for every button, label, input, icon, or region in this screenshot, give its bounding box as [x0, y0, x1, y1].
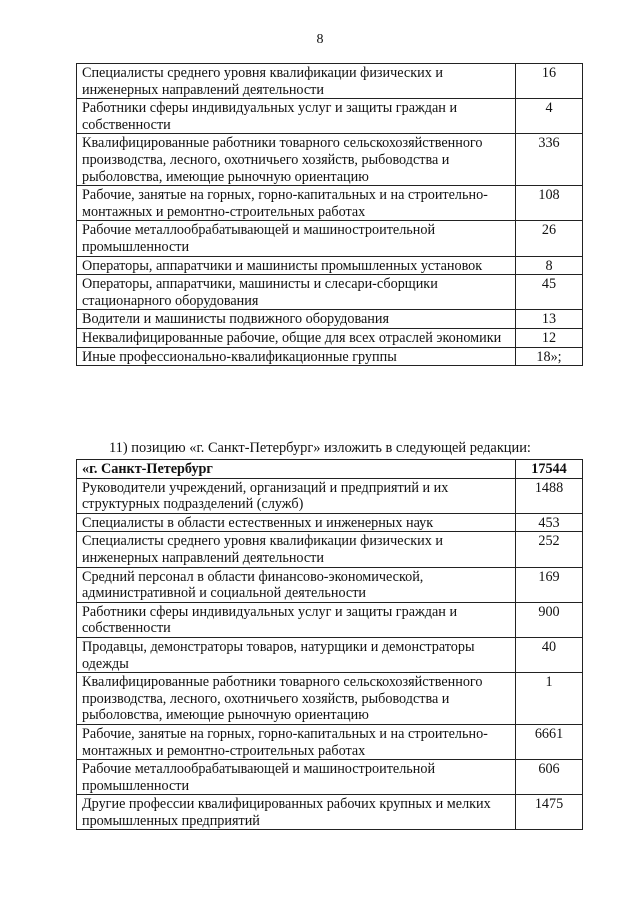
occupation-table-previous	[76, 63, 583, 366]
occupation-count: 1488	[516, 478, 583, 513]
occupation-name: Работники сферы индивидуальных услуг и защиты граждан и собственности	[77, 602, 516, 637]
table-header-row	[77, 460, 583, 479]
occupation-count: 900	[516, 602, 583, 637]
occupation-name: Квалифицированные работники товарного сельскохозяйственного производства, лесного, охотничьего хозяйств, рыбоводства и рыболовства, имеющие рыночную ориентацию	[77, 673, 516, 725]
page-number: 8	[316, 32, 324, 47]
table-row	[77, 478, 583, 513]
table-row	[77, 795, 583, 830]
occupation-name: Средний персонал в области финансово-экономической, административной и социальной деятельности	[77, 567, 516, 602]
occupation-name: Работники сферы индивидуальных услуг и защиты граждан и собственности	[77, 99, 516, 134]
table-row	[77, 328, 583, 347]
occupation-count: 169	[516, 567, 583, 602]
occupation-name: Продавцы, демонстраторы товаров, натурщики и демонстраторы одежды	[77, 637, 516, 672]
table-row	[77, 347, 583, 366]
occupation-name: Водители и машинисты подвижного оборудования	[77, 310, 516, 329]
table-row	[77, 513, 583, 532]
occupation-name: Рабочие металлообрабатывающей и машиностроительной промышленности	[77, 760, 516, 795]
occupation-count: 40	[516, 637, 583, 672]
table-row	[77, 673, 583, 725]
occupation-name: Операторы, аппаратчики, машинисты и слесари-сборщики стационарного оборудования	[77, 275, 516, 310]
occupation-name: Операторы, аппаратчики и машинисты промышленных установок	[77, 256, 516, 275]
table-row	[77, 532, 583, 567]
table-row	[77, 275, 583, 310]
occupation-name: Рабочие, занятые на горных, горно-капитальных и на строительно-монтажных и ремонтно-строительных работах	[77, 724, 516, 759]
region-name: «г. Санкт-Петербург	[77, 460, 516, 479]
occupation-count: 12	[516, 328, 583, 347]
occupation-name: Специалисты среднего уровня квалификации физических и инженерных направлений деятельности	[77, 532, 516, 567]
table-row	[77, 221, 583, 256]
occupation-name: Иные профессионально-квалификационные группы	[77, 347, 516, 366]
occupation-count: 6661	[516, 724, 583, 759]
occupation-count: 16	[516, 64, 583, 99]
occupation-name: Другие профессии квалифицированных рабочих крупных и мелких промышленных предприятий	[77, 795, 516, 830]
occupation-count: 336	[516, 134, 583, 186]
table-row	[77, 567, 583, 602]
occupation-count: 606	[516, 760, 583, 795]
table-row	[77, 64, 583, 99]
table-row	[77, 760, 583, 795]
occupation-name: Руководители учреждений, организаций и предприятий и их структурных подразделений (служб)	[77, 478, 516, 513]
occupation-count: 108	[516, 186, 583, 221]
occupation-count: 252	[516, 532, 583, 567]
occupation-name: Неквалифицированные рабочие, общие для всех отраслей экономики	[77, 328, 516, 347]
occupation-count: 26	[516, 221, 583, 256]
occupation-count: 453	[516, 513, 583, 532]
table-row	[77, 134, 583, 186]
occupation-name: Специалисты среднего уровня квалификации физических и инженерных направлений деятельности	[77, 64, 516, 99]
table-row	[77, 310, 583, 329]
occupation-table-saint-petersburg	[76, 459, 583, 830]
occupation-count: 8	[516, 256, 583, 275]
occupation-count: 13	[516, 310, 583, 329]
amendment-intro-text: 11) позицию «г. Санкт-Петербург» изложить в следующей редакции:	[109, 440, 531, 456]
table-row	[77, 724, 583, 759]
occupation-count: 45	[516, 275, 583, 310]
table-row	[77, 256, 583, 275]
occupation-name: Рабочие, занятые на горных, горно-капитальных и на строительно-монтажных и ремонтно-строительных работах	[77, 186, 516, 221]
occupation-name: Рабочие металлообрабатывающей и машиностроительной промышленности	[77, 221, 516, 256]
occupation-count: 18»;	[516, 347, 583, 366]
region-total: 17544	[516, 460, 583, 479]
occupation-name: Квалифицированные работники товарного сельскохозяйственного производства, лесного, охотничьего хозяйств, рыбоводства и рыболовства, имеющие рыночную ориентацию	[77, 134, 516, 186]
table-row	[77, 99, 583, 134]
occupation-count: 1475	[516, 795, 583, 830]
occupation-count: 1	[516, 673, 583, 725]
occupation-name: Специалисты в области естественных и инженерных наук	[77, 513, 516, 532]
occupation-count: 4	[516, 99, 583, 134]
table-row	[77, 602, 583, 637]
table-row	[77, 637, 583, 672]
table-row	[77, 186, 583, 221]
